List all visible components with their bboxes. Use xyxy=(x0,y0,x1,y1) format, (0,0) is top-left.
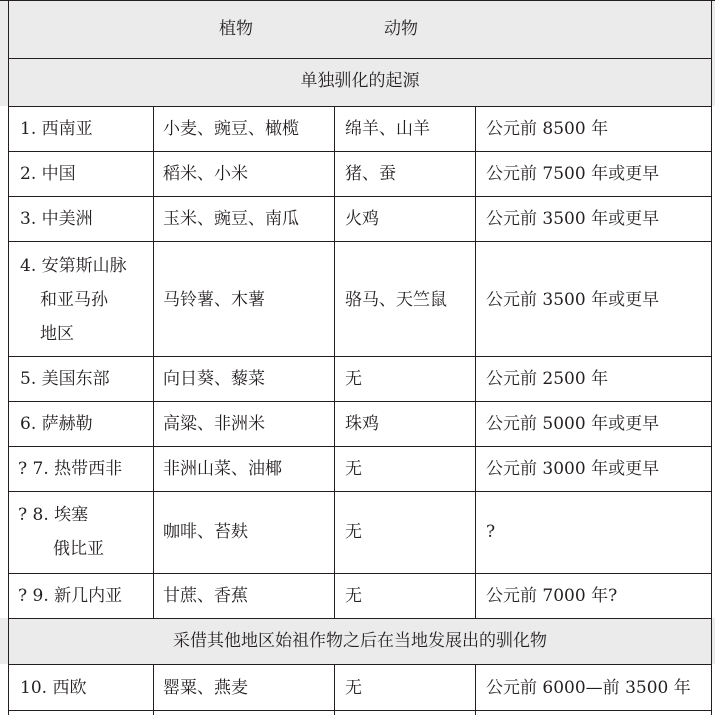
row-rule xyxy=(8,710,712,711)
cell-animals: 无 xyxy=(345,522,362,542)
cell-date: 公元前 3500 年或更早 xyxy=(486,209,660,229)
cell-animals: 无 xyxy=(345,678,362,698)
cell-plants: 马铃薯、木薯 xyxy=(163,290,265,310)
cell-date: 公元前 5000 年或更早 xyxy=(486,414,660,434)
cell-region: 1. 西南亚 xyxy=(20,119,93,139)
cell-region: 5. 美国东部 xyxy=(20,369,110,389)
row-rule xyxy=(8,106,712,107)
cell-animals: 绵羊、山羊 xyxy=(345,119,430,139)
cell-region-line-1: ? 8. 埃塞 xyxy=(18,505,89,525)
column-divider-1 xyxy=(153,106,154,618)
header-row-background xyxy=(0,0,715,58)
cell-plants: 玉米、豌豆、南瓜 xyxy=(163,209,299,229)
cell-animals: 火鸡 xyxy=(345,209,379,229)
row-rule xyxy=(8,151,712,152)
cell-animals: 骆马、天竺鼠 xyxy=(345,290,447,310)
cell-plants: 小麦、豌豆、橄榄 xyxy=(163,119,299,139)
cell-region: 6. 萨赫勒 xyxy=(20,414,93,434)
cell-plants: 稻米、小米 xyxy=(163,164,248,184)
cell-region: ? 9. 新几内亚 xyxy=(18,586,123,606)
cell-region: 10. 西欧 xyxy=(20,678,87,698)
cell-date: 公元前 2500 年 xyxy=(486,369,609,389)
cell-region-line-3: 地区 xyxy=(40,324,74,344)
column-divider-1-lower xyxy=(153,664,154,715)
cell-plants: 高粱、非洲米 xyxy=(163,414,265,434)
cell-animals: 珠鸡 xyxy=(345,414,379,434)
column-divider-3 xyxy=(475,106,476,618)
cell-date: 公元前 6000—前 3500 年 xyxy=(486,678,691,698)
left-border xyxy=(8,0,9,715)
cell-region-line-1: 4. 安第斯山脉 xyxy=(20,256,127,276)
cell-region-line-2: 和亚马孙 xyxy=(40,290,108,310)
row-rule xyxy=(8,196,712,197)
cell-region: 3. 中美洲 xyxy=(20,209,93,229)
cell-plants: 罂粟、燕麦 xyxy=(163,678,248,698)
cell-date: 公元前 7500 年或更早 xyxy=(486,164,660,184)
row-rule xyxy=(8,664,712,665)
section-title-adopted: 采借其他地区始祖作物之后在当地发展出的驯化物 xyxy=(173,631,547,651)
column-divider-2-lower xyxy=(334,664,335,715)
cell-plants: 咖啡、苔麸 xyxy=(163,522,248,542)
row-rule xyxy=(8,491,712,492)
right-border xyxy=(711,0,712,715)
header-animals: 动物 xyxy=(384,19,418,39)
cell-date: ? xyxy=(486,522,496,542)
section-title-independent: 单独驯化的起源 xyxy=(300,71,420,91)
cell-plants: 甘蔗、香蕉 xyxy=(163,586,248,606)
row-rule xyxy=(8,618,712,619)
cell-plants: 向日葵、藜菜 xyxy=(163,369,265,389)
row-rule xyxy=(8,446,712,447)
cell-animals: 无 xyxy=(345,586,362,606)
cell-date: 公元前 3000 年或更早 xyxy=(486,459,660,479)
row-rule xyxy=(8,401,712,402)
row-rule xyxy=(8,573,712,574)
column-divider-3-lower xyxy=(475,664,476,715)
cell-region: 2. 中国 xyxy=(20,164,76,184)
cell-animals: 无 xyxy=(345,369,362,389)
cell-date: 公元前 7000 年? xyxy=(486,586,618,606)
column-divider-2 xyxy=(334,106,335,618)
cell-region: ? 7. 热带西非 xyxy=(18,459,123,479)
cell-date: 公元前 8500 年 xyxy=(486,119,609,139)
cell-plants: 非洲山菜、油椰 xyxy=(163,459,282,479)
cell-animals: 猪、蚕 xyxy=(345,164,396,184)
row-rule xyxy=(8,58,712,59)
cell-animals: 无 xyxy=(345,459,362,479)
row-rule xyxy=(8,241,712,242)
header-plants: 植物 xyxy=(219,19,253,39)
cell-region-line-2: 俄比亚 xyxy=(53,539,104,559)
row-rule xyxy=(8,356,712,357)
cell-date: 公元前 3500 年或更早 xyxy=(486,290,660,310)
top-border xyxy=(0,0,715,1)
